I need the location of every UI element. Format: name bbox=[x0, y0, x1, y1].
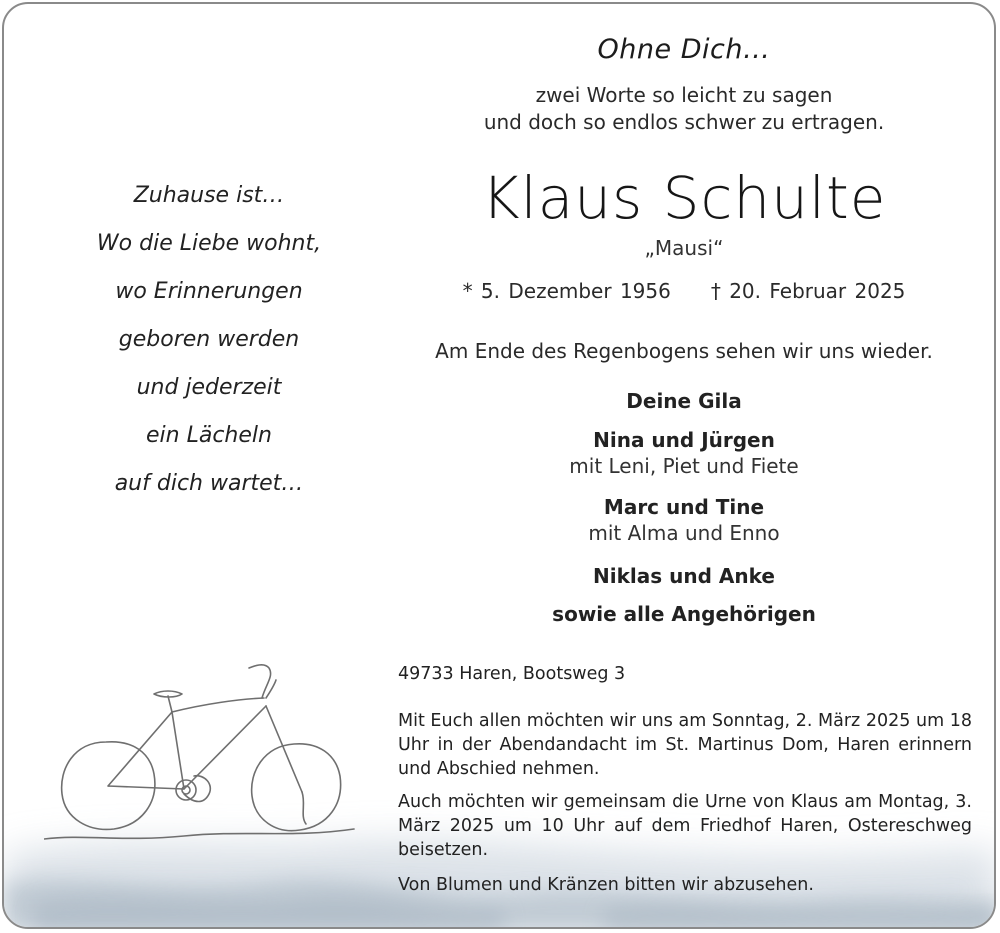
opening-verse bbox=[384, 82, 984, 136]
family-name: sowie alle Angehörigen bbox=[552, 602, 816, 626]
death-date: † 20. Februar 2025 bbox=[710, 279, 906, 303]
obituary-card bbox=[2, 2, 996, 929]
poem-line: geboren werden bbox=[118, 327, 300, 352]
family-name: Nina und Jürgen bbox=[593, 428, 775, 452]
life-dates bbox=[384, 279, 984, 303]
birth-date: * 5. Dezember 1956 bbox=[462, 279, 671, 303]
address: 49733 Haren, Bootsweg 3 bbox=[398, 664, 626, 684]
family-marc bbox=[384, 495, 984, 545]
poem-line: Wo die Liebe wohnt, bbox=[96, 231, 322, 256]
deceased-nickname: „Mausi“ bbox=[644, 236, 724, 260]
service-notice: Mit Euch allen möchten wir uns am Sonntag, 2. März 2025 um 18 Uhr in der Abendandacht im St. Martinus Dom, Haren erinnern und Abschied nehmen. bbox=[398, 711, 972, 779]
poem-line: Zuhause ist… bbox=[133, 183, 285, 208]
family-name: Marc und Tine bbox=[603, 495, 765, 519]
heading-ohne-dich: Ohne Dich… bbox=[597, 34, 771, 65]
poem-line: ein Lächeln bbox=[146, 423, 272, 448]
verse-line: und doch so endlos schwer zu ertragen. bbox=[483, 110, 885, 134]
family-children: mit Alma und Enno bbox=[588, 521, 780, 545]
family-name: Niklas und Anke bbox=[593, 564, 775, 588]
poem-line: und jederzeit bbox=[136, 375, 282, 400]
family-children: mit Leni, Piet und Fiete bbox=[569, 454, 799, 478]
burial-notice: Auch möchten wir gemeinsam die Urne von Klaus am Montag, 3. März 2025 um 10 Uhr auf dem Friedhof Haren, Ostereschweg beisetzen. bbox=[398, 792, 972, 860]
family-gila bbox=[384, 389, 984, 413]
flowers-notice: Von Blumen und Kränzen bitten wir abzusehen. bbox=[398, 875, 814, 895]
family-name: Deine Gila bbox=[626, 389, 742, 413]
poem-line: auf dich wartet… bbox=[114, 471, 304, 496]
bicycle-illustration bbox=[44, 654, 374, 854]
deceased-name: Klaus Schulte bbox=[481, 164, 887, 232]
family-relatives bbox=[384, 602, 984, 626]
poem bbox=[54, 172, 364, 508]
rainbow-quote: Am Ende des Regenbogens sehen wir uns wieder. bbox=[435, 339, 933, 363]
family-niklas bbox=[384, 564, 984, 588]
poem-line: wo Erinnerungen bbox=[115, 279, 303, 304]
verse-line: zwei Worte so leicht zu sagen bbox=[535, 83, 833, 107]
family-nina bbox=[384, 428, 984, 478]
